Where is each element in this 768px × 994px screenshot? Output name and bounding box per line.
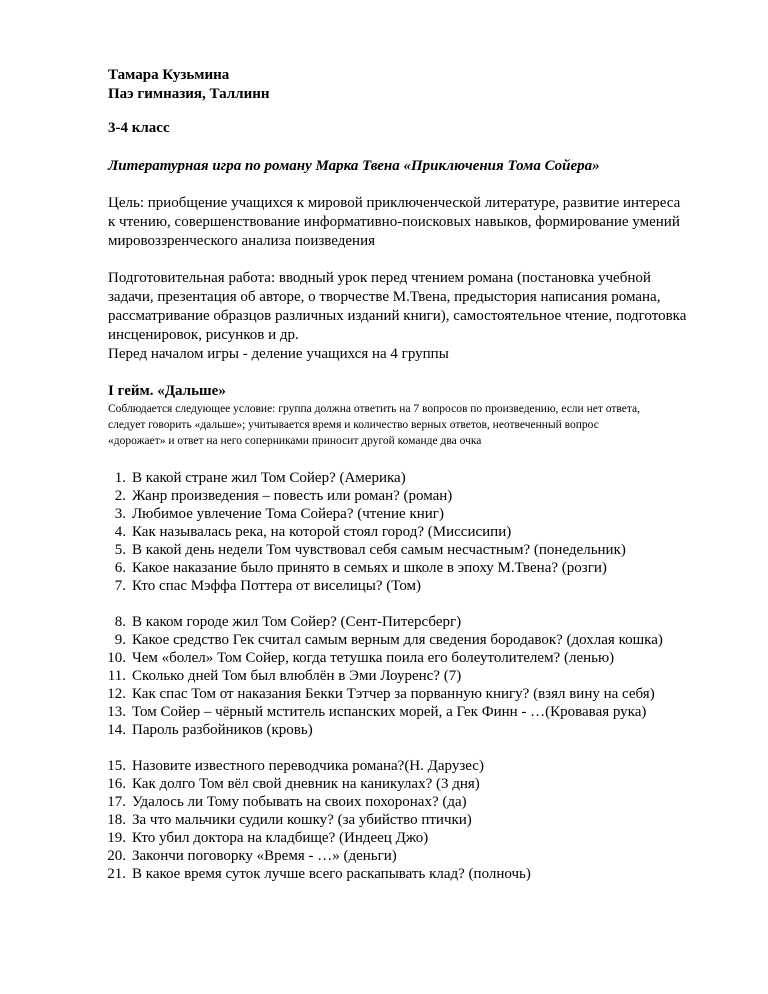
question-text: Жанр произведения – повесть или роман? (роман)	[132, 488, 453, 504]
question-item	[82, 829, 718, 847]
question-item	[82, 649, 718, 667]
question-text: Кто спас Мэффа Поттера от виселицы? (Том)	[132, 578, 422, 594]
question-number: 7.	[114, 578, 126, 594]
goal-paragraph	[108, 194, 718, 251]
question-text: В каком городе жил Том Сойер? (Сент-Питерсберг)	[132, 614, 462, 630]
question-text: Удалось ли Тому побывать на своих похоронах? (да)	[132, 794, 467, 810]
question-item	[82, 811, 718, 829]
question-item	[82, 487, 718, 505]
question-item	[82, 685, 718, 703]
question-item	[82, 613, 718, 631]
question-text: Как называлась река, на которой стоял город? (Миссисипи)	[132, 524, 512, 540]
prep-paragraph	[108, 269, 718, 364]
question-item	[82, 541, 718, 559]
question-number: 1.	[114, 470, 126, 486]
question-number: 4.	[114, 524, 126, 540]
round-heading: I гейм. «Дальше»	[108, 383, 226, 399]
question-text: Закончи поговорку «Время - …» (деньги)	[132, 848, 397, 864]
question-item	[82, 505, 718, 523]
question-item	[82, 577, 718, 595]
question-number: 12.	[107, 686, 126, 702]
question-item	[82, 667, 718, 685]
question-number: 16.	[107, 776, 126, 792]
question-text: Кто убил доктора на кладбище? (Индеец Джо)	[132, 830, 429, 846]
rules-line: «дорожает» и ответ на него соперниками приносит другой команде два очка	[108, 435, 482, 447]
question-number: 6.	[114, 560, 126, 576]
question-text: Сколько дней Том был влюблён в Эми Лоуренс? (7)	[132, 668, 462, 684]
question-groups	[108, 469, 718, 883]
question-text: Какое наказание было принято в семьях и школе в эпоху М.Твена? (розги)	[132, 560, 607, 576]
grade-label: 3-4 класс	[108, 120, 170, 136]
question-text: Назовите известного переводчика романа?(Н. Дарузес)	[132, 758, 484, 774]
question-number: 2.	[114, 488, 126, 504]
question-item	[82, 469, 718, 487]
goal-line: к чтению, совершенствование информативно-поисковых навыков, формирование умений	[108, 214, 680, 230]
question-number: 20.	[107, 848, 126, 864]
question-number: 15.	[107, 758, 126, 774]
question-text: Чем «болел» Том Сойер, когда тетушка поила его болеутолителем? (ленью)	[132, 650, 615, 666]
prep-line: инсценировок, рисунков и др.	[108, 327, 299, 343]
question-text: Какое средство Гек считал самым верным для сведения бородавок? (дохлая кошка)	[132, 632, 663, 648]
document-title: Литературная игра по роману Марка Твена «Приключения Тома Сойера»	[108, 158, 600, 174]
question-number: 5.	[114, 542, 126, 558]
question-number: 13.	[107, 704, 126, 720]
question-number: 8.	[114, 614, 126, 630]
question-list	[108, 613, 718, 739]
question-text: Пароль разбойников (кровь)	[132, 722, 313, 738]
question-number: 10.	[107, 650, 126, 666]
question-number: 19.	[107, 830, 126, 846]
author-name: Тамара Кузьмина	[108, 67, 230, 83]
question-text: В какой день недели Том чувствовал себя самым несчастным? (понедельник)	[132, 542, 626, 558]
question-text: Любимое увлечение Тома Сойера? (чтение книг)	[132, 506, 444, 522]
goal-line: мировоззренческого анализа поизведения	[108, 233, 376, 249]
question-number: 9.	[114, 632, 126, 648]
goal-line: Цель: приобщение учащихся к мировой приключенческой литературе, развитие интереса	[108, 195, 681, 211]
question-list	[108, 469, 718, 595]
author-school: Паэ гимназия, Таллинн	[108, 86, 270, 102]
prep-line: задачи, презентация об авторе, о творчестве М.Твена, предыстория написания романа,	[108, 289, 661, 305]
question-item	[82, 793, 718, 811]
question-text: За что мальчики судили кошку? (за убийство птички)	[132, 812, 472, 828]
question-text: Как спас Том от наказания Бекки Тэтчер за порванную книгу? (взял вину на себя)	[132, 686, 655, 702]
question-number: 21.	[107, 866, 126, 882]
question-item	[82, 559, 718, 577]
prep-line: Перед началом игры - деление учащихся на 4 группы	[108, 346, 449, 362]
question-number: 14.	[107, 722, 126, 738]
rules-line: следует говорить «дальше»; учитывается время и количество верных ответов, неотвеченный вопрос	[108, 419, 599, 431]
question-item	[82, 847, 718, 865]
question-text: Как долго Том вёл свой дневник на каникулах? (3 дня)	[132, 776, 480, 792]
question-item	[82, 703, 718, 721]
question-number: 17.	[107, 794, 126, 810]
question-number: 3.	[114, 506, 126, 522]
document-page	[108, 66, 718, 883]
rules-line: Соблюдается следующее условие: группа должна ответить на 7 вопросов по произведению, если нет ответа,	[108, 403, 640, 415]
question-item	[82, 757, 718, 775]
question-number: 11.	[107, 668, 126, 684]
question-text: В какое время суток лучше всего раскапывать клад? (полночь)	[132, 866, 531, 882]
question-list	[108, 757, 718, 883]
question-text: В какой стране жил Том Сойер? (Америка)	[132, 470, 406, 486]
question-item	[82, 865, 718, 883]
question-number: 18.	[107, 812, 126, 828]
prep-line: Подготовительная работа: вводный урок перед чтением романа (постановка учебной	[108, 270, 651, 286]
round-rules	[108, 401, 718, 449]
question-item	[82, 631, 718, 649]
question-item	[82, 523, 718, 541]
question-item	[82, 721, 718, 739]
question-item	[82, 775, 718, 793]
question-text: Том Сойер – чёрный мститель испанских морей, а Гек Финн - …(Кровавая рука)	[132, 704, 647, 720]
prep-line: рассматривание образцов различных изданий книги), самостоятельное чтение, подготовка	[108, 308, 687, 324]
